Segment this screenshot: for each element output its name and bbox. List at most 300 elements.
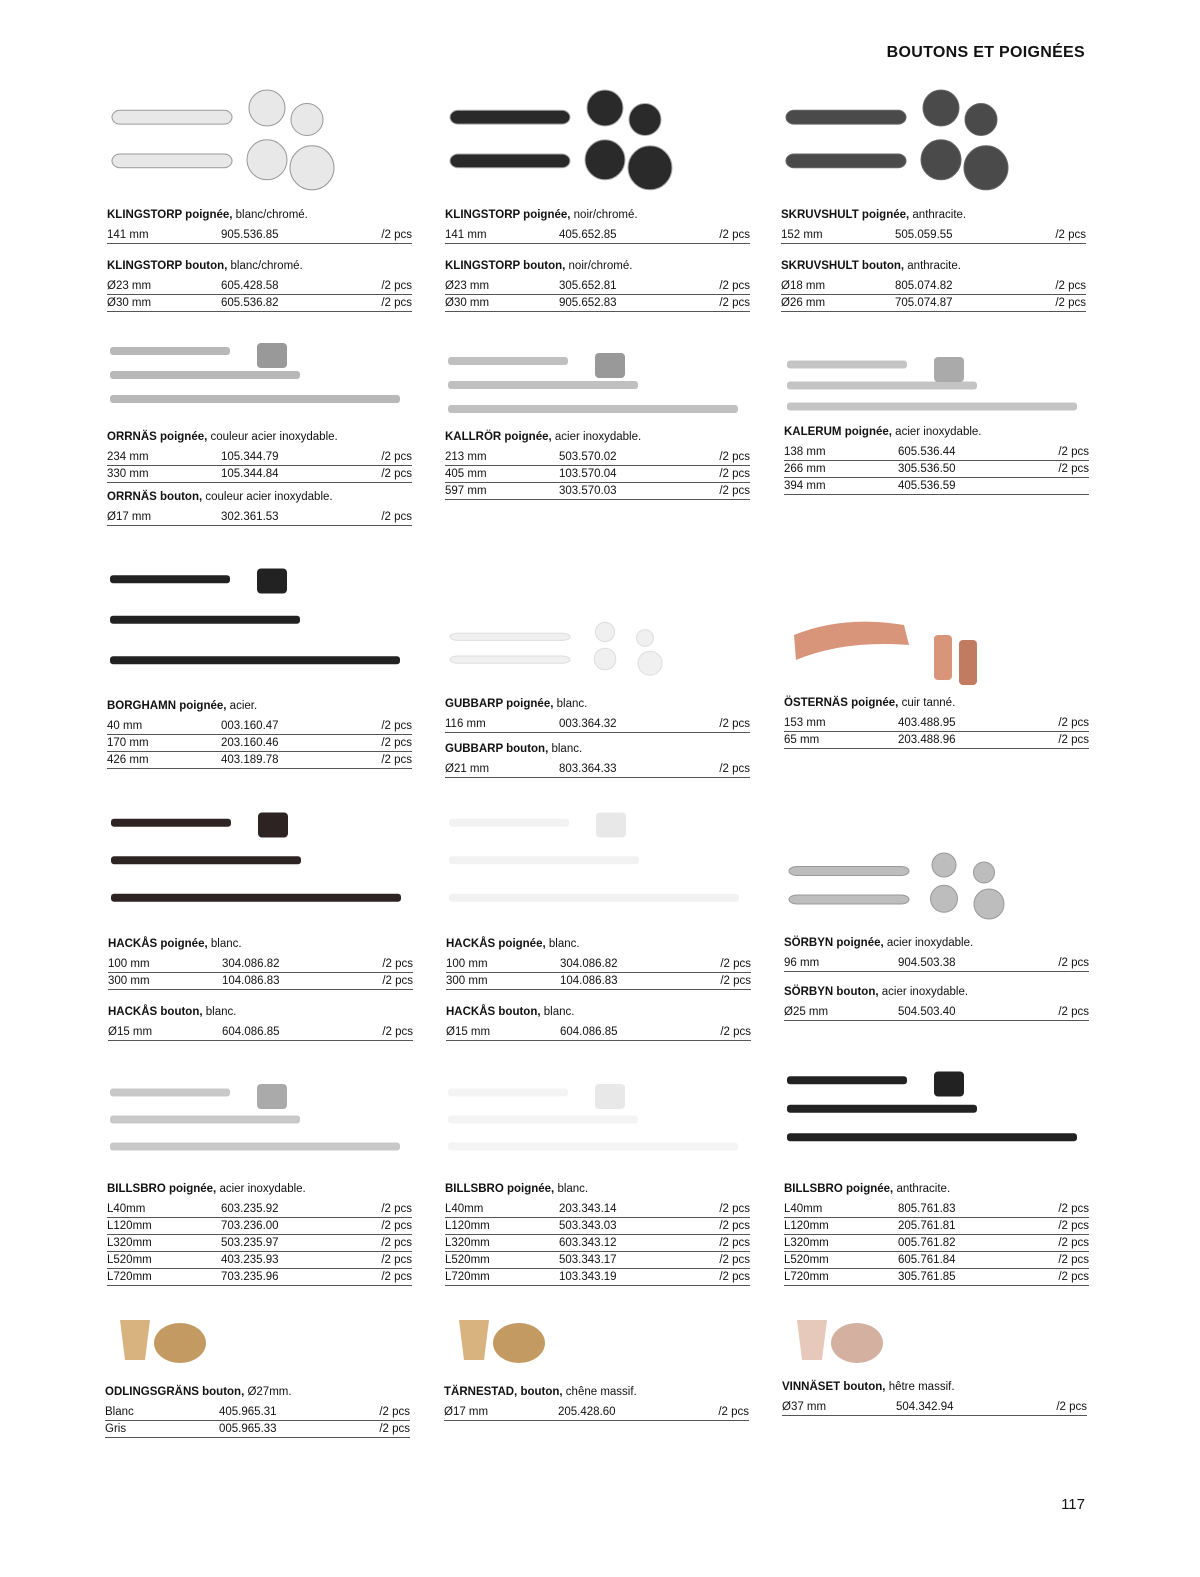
- article-size: L720mm: [445, 1271, 490, 1283]
- product-name: GUBBARP poignée,: [445, 698, 554, 710]
- product-title: [108, 937, 413, 952]
- article-size: L40mm: [784, 1203, 823, 1215]
- article-qty: /2 pcs: [1058, 1237, 1089, 1249]
- article-ref: 105.344.79: [221, 451, 279, 463]
- article-size: 597 mm: [445, 485, 487, 497]
- product-image: [105, 1315, 410, 1365]
- product-name: TÄRNESTAD, bouton,: [444, 1386, 563, 1398]
- product-name: SÖRBYN bouton,: [784, 986, 879, 998]
- product-title: [784, 985, 1089, 1000]
- article-qty: /2 pcs: [1058, 717, 1089, 729]
- article-qty: /2 pcs: [381, 468, 412, 480]
- product-image: [107, 555, 412, 690]
- product-image: [445, 85, 750, 200]
- article-qty: /2 pcs: [719, 763, 750, 775]
- article-size: Ø17 mm: [107, 511, 152, 523]
- article-ref: 405.536.59: [898, 480, 956, 492]
- article-qty: /2 pcs: [719, 229, 750, 241]
- article-ref: 205.428.60: [558, 1406, 616, 1418]
- article-size: 153 mm: [784, 717, 826, 729]
- product-image: [445, 620, 750, 680]
- article-qty: /2 pcs: [1056, 1401, 1087, 1413]
- product-title: [784, 1182, 1089, 1197]
- article-ref: 403.189.78: [221, 754, 279, 766]
- article-row: [107, 278, 412, 295]
- article-qty: /2 pcs: [1058, 734, 1089, 746]
- article-ref: 605.536.44: [898, 446, 956, 458]
- article-row: [784, 1218, 1089, 1235]
- product-title: [784, 696, 1089, 711]
- article-row: [445, 1252, 750, 1269]
- product-description: chêne massif.: [562, 1386, 637, 1398]
- article-row: [784, 1252, 1089, 1269]
- article-row: [781, 278, 1086, 295]
- product-image: [445, 345, 750, 425]
- product-name: BILLSBRO poignée,: [107, 1183, 217, 1195]
- product-image: [784, 850, 1089, 925]
- article-row: [107, 509, 412, 526]
- product-description: blanc.: [545, 938, 580, 950]
- article-ref: 703.236.00: [221, 1220, 279, 1232]
- product-group: [446, 937, 751, 990]
- article-row: [107, 1218, 412, 1235]
- article-row: [445, 483, 750, 500]
- article-qty: /2 pcs: [1055, 297, 1086, 309]
- article-row: [445, 466, 750, 483]
- article-size: L40mm: [107, 1203, 146, 1215]
- article-ref: 005.761.82: [898, 1237, 956, 1249]
- article-row: [784, 478, 1089, 495]
- article-ref: 403.488.95: [898, 717, 956, 729]
- product-group: [107, 490, 412, 526]
- article-ref: 603.343.12: [559, 1237, 617, 1249]
- article-ref: 604.086.85: [222, 1026, 280, 1038]
- article-size: L320mm: [445, 1237, 490, 1249]
- article-row: [784, 1201, 1089, 1218]
- article-ref: 103.570.04: [559, 468, 617, 480]
- article-ref: 805.074.82: [895, 280, 953, 292]
- article-qty: /2 pcs: [1058, 957, 1089, 969]
- product-image: [784, 1062, 1089, 1157]
- article-ref: 305.536.50: [898, 463, 956, 475]
- article-ref: 605.536.82: [221, 297, 279, 309]
- article-row: [445, 1235, 750, 1252]
- article-qty: /2 pcs: [719, 280, 750, 292]
- product-description: anthracite.: [909, 209, 967, 221]
- article-qty: /2 pcs: [1055, 280, 1086, 292]
- article-row: [444, 1404, 749, 1421]
- article-qty: /2 pcs: [719, 468, 750, 480]
- article-qty: /2 pcs: [1058, 463, 1089, 475]
- article-ref: 405.965.31: [219, 1406, 277, 1418]
- product-group: [105, 1385, 410, 1438]
- product-image-area: [784, 605, 1089, 690]
- article-row: [105, 1421, 410, 1438]
- product-name: GUBBARP bouton,: [445, 743, 549, 755]
- product-title: [445, 208, 750, 223]
- product-name: KALERUM poignée,: [784, 426, 892, 438]
- article-size: L40mm: [445, 1203, 484, 1215]
- article-ref: 003.364.32: [559, 718, 617, 730]
- article-size: L720mm: [107, 1271, 152, 1283]
- article-qty: /2 pcs: [381, 1237, 412, 1249]
- article-qty: /2 pcs: [1058, 1006, 1089, 1018]
- product-title: [107, 208, 412, 223]
- article-size: L120mm: [784, 1220, 829, 1232]
- article-size: 40 mm: [107, 720, 143, 732]
- article-qty: /2 pcs: [719, 718, 750, 730]
- product-description: acier.: [226, 700, 258, 712]
- product-group: [445, 430, 750, 500]
- article-size: Ø18 mm: [781, 280, 826, 292]
- product-image-area: [445, 345, 750, 425]
- article-ref: 302.361.53: [221, 511, 279, 523]
- product-image: [107, 85, 412, 200]
- product-title: [105, 1385, 410, 1400]
- article-qty: /2 pcs: [720, 1026, 751, 1038]
- product-group: [444, 1385, 749, 1421]
- article-row: [445, 278, 750, 295]
- product-title: [107, 490, 412, 505]
- product-description: blanc.: [553, 698, 588, 710]
- article-qty: /2 pcs: [381, 511, 412, 523]
- product-image-area: [107, 1075, 412, 1165]
- article-size: Ø17 mm: [444, 1406, 489, 1418]
- article-row: [446, 956, 751, 973]
- product-title: [107, 699, 412, 714]
- product-image-area: [781, 85, 1086, 200]
- article-row: [108, 973, 413, 990]
- article-qty: /2 pcs: [1058, 446, 1089, 458]
- article-size: Ø30 mm: [107, 297, 152, 309]
- article-ref: 405.652.85: [559, 229, 617, 241]
- article-size: 116 mm: [445, 718, 486, 730]
- article-ref: 603.235.92: [221, 1203, 279, 1215]
- product-name: HACKÅS bouton,: [446, 1006, 541, 1018]
- product-description: cuir tanné.: [898, 697, 956, 709]
- article-size: L720mm: [784, 1271, 829, 1283]
- product-description: acier inoxydable.: [883, 937, 974, 949]
- article-size: 152 mm: [781, 229, 823, 241]
- article-ref: 504.342.94: [896, 1401, 954, 1413]
- article-row: [445, 295, 750, 312]
- product-image-area: [445, 85, 750, 200]
- article-ref: 203.160.46: [221, 737, 279, 749]
- product-title: [445, 430, 750, 445]
- article-row: [784, 444, 1089, 461]
- product-group: [445, 697, 750, 733]
- product-name: KLINGSTORP poignée,: [107, 209, 233, 221]
- article-row: [445, 449, 750, 466]
- product-image: [108, 800, 413, 925]
- article-qty: /2 pcs: [718, 1406, 749, 1418]
- article-size: 426 mm: [107, 754, 149, 766]
- product-name: ÖSTERNÄS poignée,: [784, 697, 899, 709]
- product-image-area: [107, 85, 412, 200]
- article-size: L320mm: [784, 1237, 829, 1249]
- article-row: [107, 1269, 412, 1286]
- article-qty: /2 pcs: [381, 754, 412, 766]
- article-size: 170 mm: [107, 737, 149, 749]
- article-row: [107, 466, 412, 483]
- product-group: [107, 1182, 412, 1286]
- product-title: [781, 259, 1086, 274]
- article-row: [107, 752, 412, 769]
- article-qty: /2 pcs: [719, 1220, 750, 1232]
- article-qty: /2 pcs: [1055, 229, 1086, 241]
- product-title: [784, 425, 1089, 440]
- article-qty: /2 pcs: [1058, 1254, 1089, 1266]
- product-name: BILLSBRO poignée,: [784, 1183, 894, 1195]
- article-row: [107, 1201, 412, 1218]
- product-title: [446, 937, 751, 952]
- article-ref: 803.364.33: [559, 763, 617, 775]
- article-qty: /2 pcs: [379, 1423, 410, 1435]
- article-size: 141 mm: [107, 229, 149, 241]
- article-row: [445, 1201, 750, 1218]
- product-group: [784, 1182, 1089, 1286]
- product-description: blanc.: [548, 743, 583, 755]
- article-row: [445, 761, 750, 778]
- article-row: [107, 449, 412, 466]
- product-title: [444, 1385, 749, 1400]
- product-description: acier inoxydable.: [878, 986, 969, 998]
- article-qty: [1049, 478, 1089, 494]
- article-row: [784, 1269, 1089, 1286]
- product-title: [107, 259, 412, 274]
- article-ref: 605.761.84: [898, 1254, 956, 1266]
- product-image-area: [107, 555, 412, 690]
- article-qty: /2 pcs: [719, 1203, 750, 1215]
- article-qty: /2 pcs: [720, 975, 751, 987]
- article-size: 300 mm: [108, 975, 150, 987]
- product-name: KLINGSTORP poignée,: [445, 209, 571, 221]
- product-group: [445, 742, 750, 778]
- product-name: KLINGSTORP bouton,: [107, 260, 228, 272]
- article-size: 266 mm: [784, 463, 826, 475]
- product-name: BILLSBRO poignée,: [445, 1183, 555, 1195]
- article-qty: /2 pcs: [381, 297, 412, 309]
- article-size: 138 mm: [784, 446, 826, 458]
- product-group: [781, 259, 1086, 312]
- product-description: acier inoxydable.: [551, 431, 642, 443]
- article-size: 300 mm: [446, 975, 488, 987]
- article-size: L320mm: [107, 1237, 152, 1249]
- article-ref: 304.086.82: [222, 958, 280, 970]
- article-size: L520mm: [784, 1254, 829, 1266]
- article-qty: /2 pcs: [381, 737, 412, 749]
- article-row: [784, 955, 1089, 972]
- product-name: HACKÅS poignée,: [108, 938, 208, 950]
- article-size: Ø15 mm: [446, 1026, 491, 1038]
- article-ref: 705.074.87: [895, 297, 953, 309]
- product-image-area: [784, 350, 1089, 420]
- article-row: [445, 1218, 750, 1235]
- article-qty: /2 pcs: [1058, 1203, 1089, 1215]
- product-image: [784, 350, 1089, 420]
- article-row: [107, 718, 412, 735]
- article-ref: 403.235.93: [221, 1254, 279, 1266]
- product-group: [445, 208, 750, 244]
- product-name: KLINGSTORP bouton,: [445, 260, 566, 272]
- article-ref: 105.344.84: [221, 468, 279, 480]
- product-title: [107, 430, 412, 445]
- article-row: [107, 1235, 412, 1252]
- product-group: [108, 937, 413, 990]
- article-ref: 503.343.17: [559, 1254, 617, 1266]
- article-ref: 103.343.19: [559, 1271, 617, 1283]
- article-size: Ø25 mm: [784, 1006, 829, 1018]
- article-size: Ø15 mm: [108, 1026, 153, 1038]
- product-group: [108, 1005, 413, 1041]
- product-name: SKRUVSHULT poignée,: [781, 209, 910, 221]
- article-ref: 503.235.97: [221, 1237, 279, 1249]
- article-ref: 905.652.83: [559, 297, 617, 309]
- article-ref: 203.343.14: [559, 1203, 617, 1215]
- product-image-area: [107, 335, 412, 415]
- article-ref: 205.761.81: [898, 1220, 956, 1232]
- product-image: [107, 1075, 412, 1165]
- article-size: 394 mm: [784, 480, 826, 492]
- article-size: Gris: [105, 1423, 127, 1435]
- article-size: 96 mm: [784, 957, 820, 969]
- article-row: [784, 1235, 1089, 1252]
- article-size: Ø37 mm: [782, 1401, 827, 1413]
- article-qty: /2 pcs: [719, 1271, 750, 1283]
- product-group: [107, 259, 412, 312]
- product-description: couleur acier inoxydable.: [202, 491, 333, 503]
- product-title: [445, 1182, 750, 1197]
- product-image: [107, 335, 412, 415]
- article-ref: 703.235.96: [221, 1271, 279, 1283]
- article-qty: /2 pcs: [719, 1237, 750, 1249]
- article-row: [445, 1269, 750, 1286]
- article-size: L520mm: [445, 1254, 490, 1266]
- article-qty: /2 pcs: [382, 975, 413, 987]
- article-ref: 005.965.33: [219, 1423, 277, 1435]
- product-group: [784, 985, 1089, 1021]
- product-title: [445, 697, 750, 712]
- article-row: [782, 1399, 1087, 1416]
- article-size: 65 mm: [784, 734, 820, 746]
- article-ref: 905.536.85: [221, 229, 279, 241]
- product-description: noir/chromé.: [570, 209, 638, 221]
- article-row: [108, 956, 413, 973]
- article-size: 213 mm: [445, 451, 487, 463]
- product-title: [784, 936, 1089, 951]
- article-size: 100 mm: [446, 958, 488, 970]
- article-size: Ø26 mm: [781, 297, 826, 309]
- product-image-area: [446, 800, 751, 925]
- article-row: [781, 295, 1086, 312]
- product-name: KALLRÖR poignée,: [445, 431, 552, 443]
- product-image-area: [784, 850, 1089, 925]
- article-row: [105, 1404, 410, 1421]
- article-qty: /2 pcs: [381, 229, 412, 241]
- product-name: ORRNÄS poignée,: [107, 431, 208, 443]
- article-size: L120mm: [445, 1220, 490, 1232]
- article-ref: 104.086.83: [560, 975, 618, 987]
- product-title: [446, 1005, 751, 1020]
- product-name: ODLINGSGRÄNS bouton,: [105, 1386, 245, 1398]
- page-number: 117: [1061, 1496, 1085, 1513]
- article-row: [108, 1024, 413, 1041]
- article-qty: /2 pcs: [1058, 1220, 1089, 1232]
- article-row: [446, 1024, 751, 1041]
- product-group: [107, 430, 412, 483]
- article-row: [784, 732, 1089, 749]
- product-description: couleur acier inoxydable.: [207, 431, 338, 443]
- article-ref: 305.761.85: [898, 1271, 956, 1283]
- article-row: [781, 227, 1086, 244]
- article-qty: /2 pcs: [382, 958, 413, 970]
- article-qty: /2 pcs: [381, 1203, 412, 1215]
- article-size: Ø21 mm: [445, 763, 490, 775]
- product-name: VINNÄSET bouton,: [782, 1381, 886, 1393]
- article-qty: /2 pcs: [381, 280, 412, 292]
- product-image: [782, 1315, 1087, 1365]
- product-description: anthracite.: [893, 1183, 951, 1195]
- product-group: [784, 936, 1089, 972]
- article-qty: /2 pcs: [381, 1254, 412, 1266]
- product-image-area: [105, 1315, 410, 1365]
- article-row: [784, 461, 1089, 478]
- product-group: [784, 696, 1089, 749]
- product-title: [782, 1380, 1087, 1395]
- article-row: [784, 715, 1089, 732]
- product-description: acier inoxydable.: [891, 426, 982, 438]
- article-ref: 904.503.38: [898, 957, 956, 969]
- article-row: [107, 295, 412, 312]
- article-size: Blanc: [105, 1406, 134, 1418]
- product-name: ORRNÄS bouton,: [107, 491, 203, 503]
- article-qty: /2 pcs: [719, 485, 750, 497]
- article-row: [784, 1004, 1089, 1021]
- product-group: [782, 1380, 1087, 1416]
- product-title: [107, 1182, 412, 1197]
- article-size: L120mm: [107, 1220, 152, 1232]
- article-ref: 305.652.81: [559, 280, 617, 292]
- article-qty: /2 pcs: [719, 1254, 750, 1266]
- article-qty: /2 pcs: [381, 1220, 412, 1232]
- product-description: blanc.: [540, 1006, 575, 1018]
- product-title: [445, 259, 750, 274]
- product-description: blanc.: [554, 1183, 589, 1195]
- article-ref: 604.086.85: [560, 1026, 618, 1038]
- article-ref: 605.428.58: [221, 280, 279, 292]
- article-row: [445, 227, 750, 244]
- product-description: Ø27mm.: [244, 1386, 292, 1398]
- article-qty: /2 pcs: [381, 720, 412, 732]
- article-ref: 104.086.83: [222, 975, 280, 987]
- product-image: [444, 1315, 749, 1365]
- article-size: L520mm: [107, 1254, 152, 1266]
- article-ref: 503.570.02: [559, 451, 617, 463]
- article-ref: 505.059.55: [895, 229, 953, 241]
- product-description: blanc/chromé.: [227, 260, 303, 272]
- product-description: acier inoxydable.: [216, 1183, 306, 1195]
- product-description: blanc.: [207, 938, 242, 950]
- product-group: [445, 259, 750, 312]
- product-description: blanc.: [202, 1006, 237, 1018]
- article-qty: /2 pcs: [382, 1026, 413, 1038]
- article-qty: /2 pcs: [719, 451, 750, 463]
- article-qty: /2 pcs: [720, 958, 751, 970]
- product-image-area: [108, 800, 413, 925]
- article-size: Ø23 mm: [107, 280, 152, 292]
- product-name: BORGHAMN poignée,: [107, 700, 227, 712]
- article-row: [107, 735, 412, 752]
